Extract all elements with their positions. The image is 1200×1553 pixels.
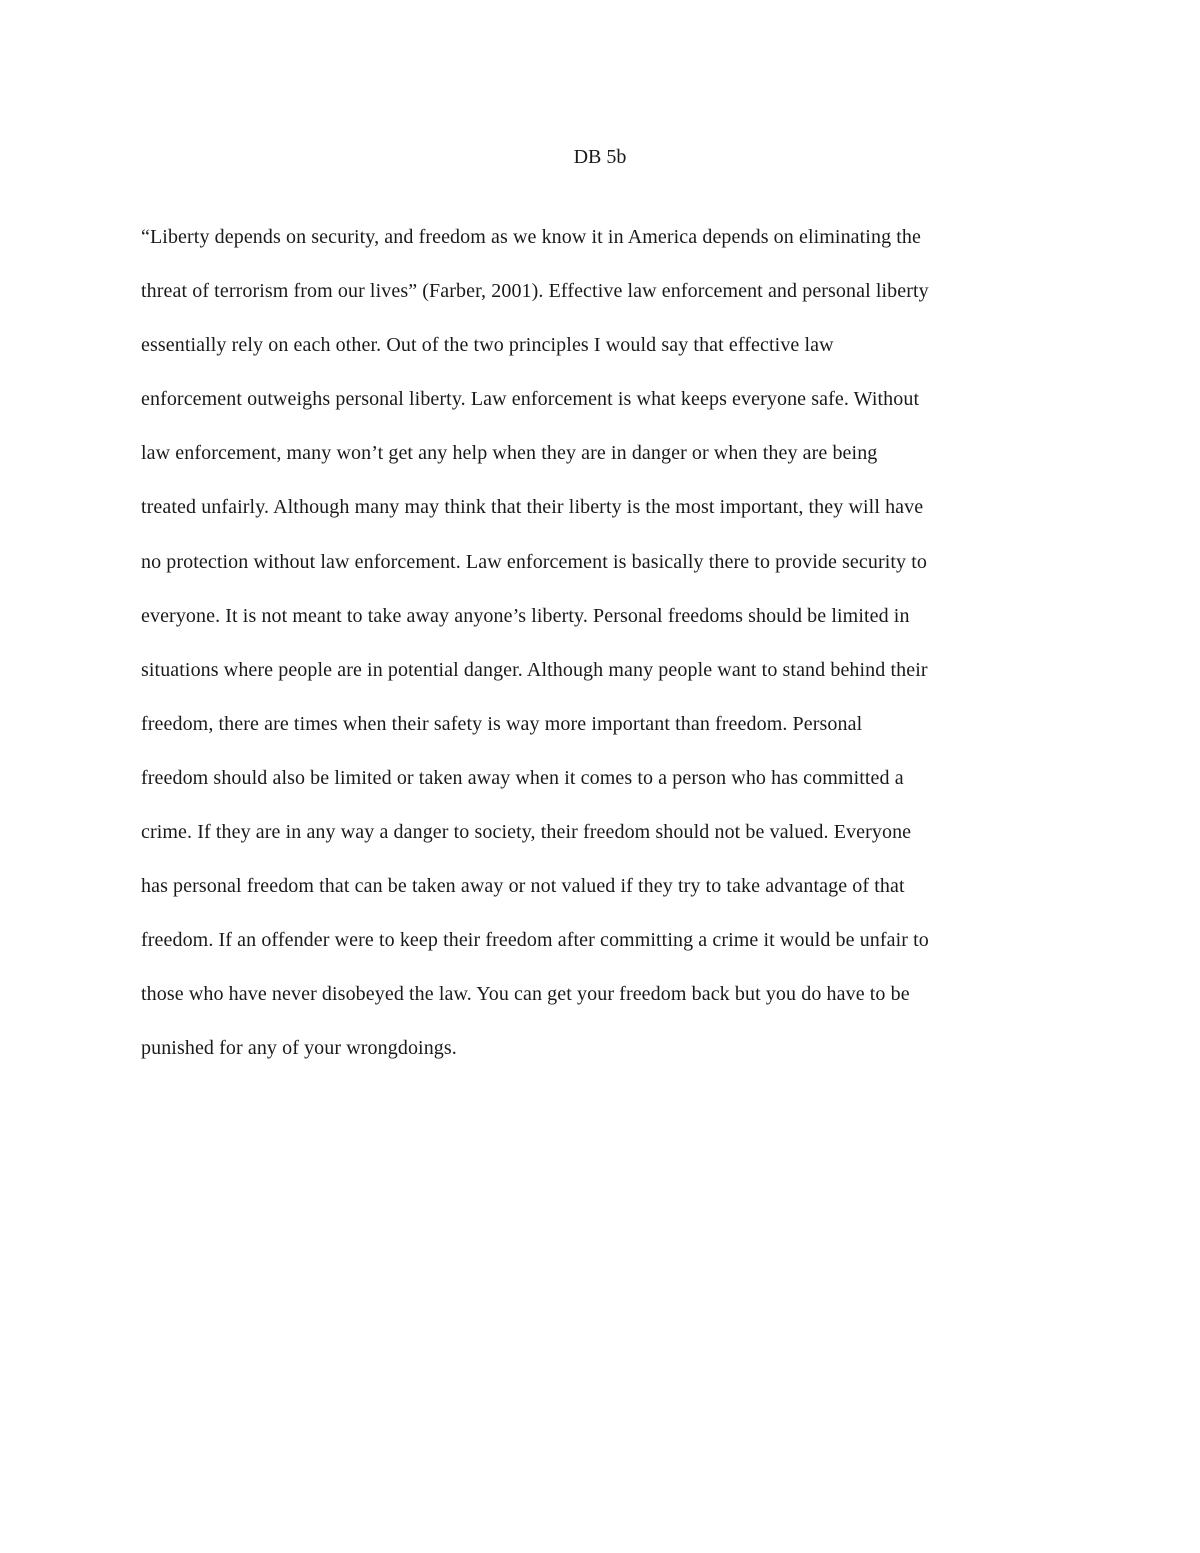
body-line: freedom should also be limited or taken away when it comes to a person who has committed a (141, 766, 904, 789)
body-line: no protection without law enforcement. Law enforcement is basically there to provide security to (141, 550, 928, 573)
document-title: DB 5b (573, 146, 627, 168)
body-line: essentially rely on each other. Out of the two principles I would say that effective law (141, 334, 834, 357)
body-line: situations where people are in potential danger. Although many people want to stand behind their (141, 658, 928, 681)
body-line: crime. If they are in any way a danger to society, their freedom should not be valued. Everyone (141, 821, 912, 844)
body-line: has personal freedom that can be taken away or not valued if they try to take advantage of that (141, 875, 905, 898)
body-line: “Liberty depends on security, and freedom as we know it in America depends on eliminating the (141, 226, 922, 248)
body-line: treated unfairly. Although many may think that their liberty is the most important, they will have (141, 496, 924, 519)
body-line: everyone. It is not meant to take away anyone’s liberty. Personal freedoms should be limited in (141, 604, 910, 627)
body-line: enforcement outweighs personal liberty. Law enforcement is what keeps everyone safe. Without (141, 388, 920, 411)
body-line: freedom, there are times when their safety is way more important than freedom. Personal (141, 712, 863, 735)
body-line: threat of terrorism from our lives” (Farber, 2001). Effective law enforcement and personal liberty (141, 280, 929, 303)
body-line: those who have never disobeyed the law. You can get your freedom back but you do have to be (141, 983, 910, 1006)
body-line: punished for any of your wrongdoings. (141, 1037, 457, 1060)
document-body (141, 222, 1081, 1088)
body-line: freedom. If an offender were to keep their freedom after committing a crime it would be unfair to (141, 929, 929, 952)
body-line: law enforcement, many won’t get any help when they are in danger or when they are being (141, 442, 878, 465)
